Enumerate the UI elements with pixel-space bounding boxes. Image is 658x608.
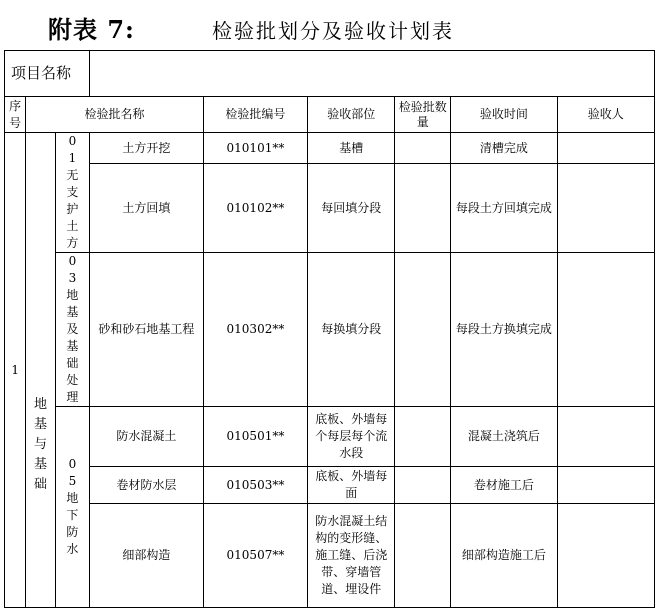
- col-name-header: 检验批名称: [26, 97, 203, 133]
- item-person[interactable]: [557, 133, 654, 164]
- item-part: 每换填分段: [308, 253, 395, 407]
- item-part: 每回填分段: [308, 164, 395, 253]
- item-code: 010503**: [203, 467, 307, 504]
- col-part-header: 验收部位: [308, 97, 395, 133]
- item-qty[interactable]: [395, 133, 451, 164]
- item-code: 010302**: [203, 253, 307, 407]
- seq-cell: 1: [5, 133, 26, 608]
- item-name: 细部构造: [90, 504, 204, 608]
- item-code: 010501**: [203, 407, 307, 467]
- item-time: 细部构造施工后: [451, 504, 557, 608]
- item-qty[interactable]: [395, 164, 451, 253]
- document-title: 检验批划分及验收计划表: [212, 19, 454, 43]
- subdivision-cell: 01无支护土方: [55, 133, 89, 253]
- subdivision-cell: 03地基及基础处理: [55, 253, 89, 407]
- subdivision-cell: 05地下防水: [55, 407, 89, 608]
- col-qty-header: 检验批数量: [395, 97, 451, 133]
- table-row: [5, 253, 655, 407]
- item-time: 每段土方换填完成: [451, 253, 557, 407]
- item-time: 混凝土浇筑后: [451, 407, 557, 467]
- col-code-header: 检验批编号: [203, 97, 307, 133]
- appendix-label: 附表 7:: [48, 15, 135, 44]
- title-row: [0, 0, 658, 48]
- item-part: 底板、外墙每面: [308, 467, 395, 504]
- item-name: 防水混凝土: [90, 407, 204, 467]
- item-part: 防水混凝土结构的变形缝、施工缝、后浇带、穿墙管道、埋设件: [308, 504, 395, 608]
- item-name: 砂和砂石地基工程: [90, 253, 204, 407]
- item-qty[interactable]: [395, 467, 451, 504]
- item-person[interactable]: [557, 467, 654, 504]
- item-part: 基槽: [308, 133, 395, 164]
- project-name-row: [5, 51, 655, 97]
- item-person[interactable]: [557, 253, 654, 407]
- item-time: 每段土方回填完成: [451, 164, 557, 253]
- item-qty[interactable]: [395, 504, 451, 608]
- header-row: [5, 97, 655, 133]
- item-time: 卷材施工后: [451, 467, 557, 504]
- division-cell: 地基与基础: [26, 133, 55, 608]
- item-person[interactable]: [557, 407, 654, 467]
- table-row: [5, 504, 655, 608]
- table-row: [5, 467, 655, 504]
- col-seq-header: 序号: [5, 97, 26, 133]
- item-part: 底板、外墙每个每层每个流水段: [308, 407, 395, 467]
- item-code: 010507**: [203, 504, 307, 608]
- item-person[interactable]: [557, 164, 654, 253]
- project-name-value[interactable]: [90, 51, 655, 97]
- item-qty[interactable]: [395, 407, 451, 467]
- item-code: 010101**: [203, 133, 307, 164]
- item-name: 土方回填: [90, 164, 204, 253]
- inspection-plan-table: [4, 50, 655, 608]
- table-row: [5, 407, 655, 467]
- item-time: 清槽完成: [451, 133, 557, 164]
- item-code: 010102**: [203, 164, 307, 253]
- project-name-label: 项目名称: [5, 51, 90, 97]
- item-qty[interactable]: [395, 253, 451, 407]
- item-name: 土方开挖: [90, 133, 204, 164]
- col-person-header: 验收人: [557, 97, 654, 133]
- table-row: [5, 133, 655, 164]
- table-row: [5, 164, 655, 253]
- item-person[interactable]: [557, 504, 654, 608]
- item-name: 卷材防水层: [90, 467, 204, 504]
- col-time-header: 验收时间: [451, 97, 557, 133]
